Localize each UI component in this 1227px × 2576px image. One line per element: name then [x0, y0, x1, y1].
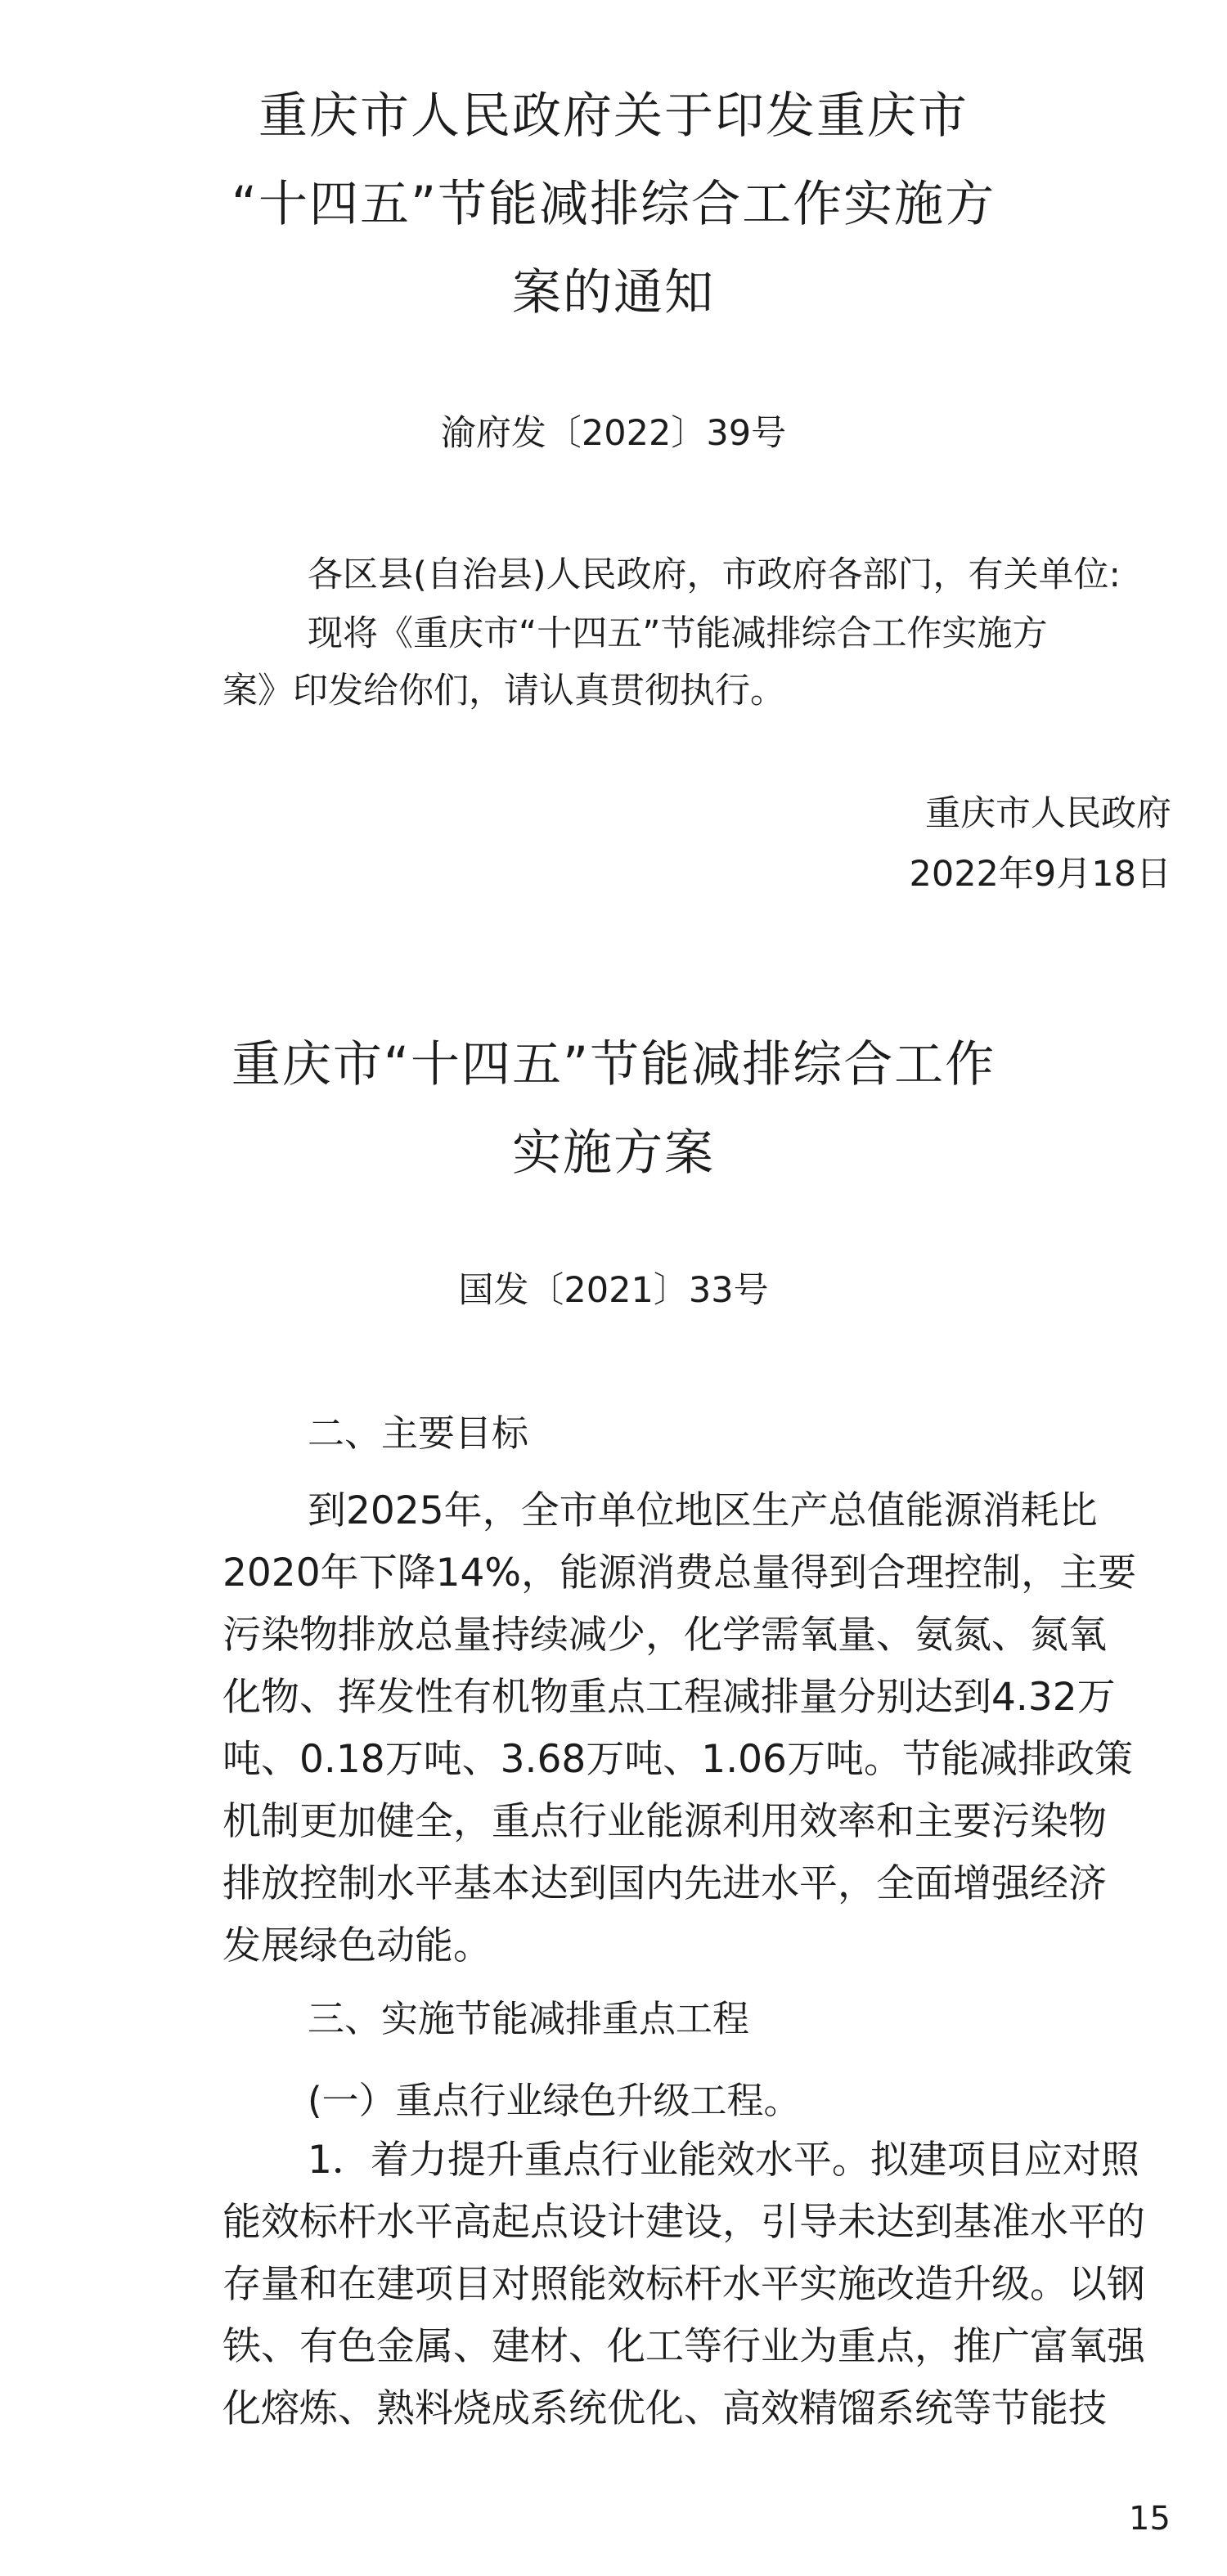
section-2-line: 到2025年，全市单位地区生产总值能源消耗比: [308, 1488, 1098, 1533]
section-2-line: 化物、挥发性有机物重点工程减排量分别达到4.32万: [222, 1675, 1116, 1720]
item-1-paragraph: [222, 2129, 1227, 2440]
notice-signature: 重庆市人民政府: [925, 793, 1171, 834]
section-2-paragraph: [222, 1480, 1227, 1977]
item-1-line: 1．着力提升重点行业能效水平。拟建项目应对照: [308, 2138, 1139, 2183]
item-1-line: 存量和在建项目对照能效标杆水平实施改造升级。以钢: [222, 2262, 1145, 2307]
item-1-line: 化熔炼、熟料烧成系统优化、高效精馏系统等节能技: [222, 2386, 1107, 2431]
section-2-heading: 二、主要目标: [308, 1411, 529, 1455]
section-3-heading: 三、实施节能减排重点工程: [308, 1997, 750, 2040]
plan-doc-number: 国发〔2021〕33号: [458, 1270, 769, 1311]
item-1-line: 能效标杆水平高起点设计建设，引导未达到基准水平的: [222, 2200, 1145, 2245]
plan-title-line-1: 重庆市“十四五”节能减排综合工作: [231, 1036, 996, 1093]
item-1-line: 铁、有色金属、建材、化工等行业为重点，推广富氧强: [222, 2324, 1145, 2369]
section-2-line: 吨、0.18万吨、3.68万吨、1.06万吨。节能减排政策: [222, 1737, 1133, 1782]
section-2-line: 污染物排放总量持续减少，化学需氧量、氨氮、氮氧: [222, 1613, 1107, 1658]
plan-title-line-2: 实施方案: [512, 1124, 715, 1182]
section-2-line: 2020年下降14%，能源消费总量得到合理控制，主要: [222, 1551, 1137, 1595]
notice-salutation: 各区县(自治县)人民政府，市政府各部门，有关单位:: [308, 554, 1121, 595]
subsection-1-heading: (一）重点行业绿色升级工程。: [308, 2079, 801, 2122]
notice-body-line-1: 现将《重庆市“十四五”节能减排综合工作实施方: [308, 613, 1048, 654]
notice-body-line-2: 案》印发给你们，请认真贯彻执行。: [222, 671, 785, 711]
page-number: 15: [1129, 2500, 1171, 2538]
notice-doc-number: 渝府发〔2022〕39号: [440, 413, 787, 454]
notice-date: 2022年9月18日: [909, 854, 1171, 895]
notice-title-line-2: “十四五”节能减排综合工作实施方: [231, 176, 996, 233]
section-2-line: 机制更加健全，重点行业能源利用效率和主要污染物: [222, 1799, 1107, 1844]
section-2-line: 排放控制水平基本达到国内先进水平，全面增强经济: [222, 1861, 1107, 1906]
notice-title-line-3: 案的通知: [512, 264, 715, 321]
notice-title-line-1: 重庆市人民政府关于印发重庆市: [258, 88, 969, 145]
section-2-line: 发展绿色动能。: [222, 1923, 492, 1968]
